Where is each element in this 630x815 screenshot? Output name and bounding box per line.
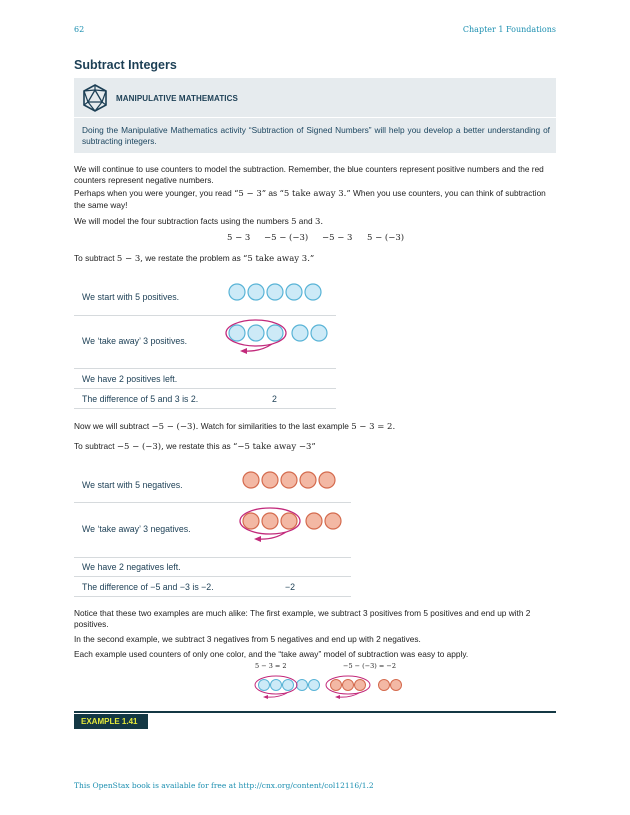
polyhedron-icon — [82, 84, 108, 112]
positive-counter — [305, 284, 321, 300]
negative-counter — [355, 680, 366, 691]
paragraph-second-example: In the second example, we subtract 3 negatives from 5 negatives and end up with 2 negatives. — [74, 634, 421, 644]
text-span: Perhaps when you were younger, you read — [74, 188, 232, 198]
example-divider — [74, 711, 556, 713]
positive-counters-take-away — [226, 320, 327, 354]
negative-counter — [331, 680, 342, 691]
math-quote: “5 take away 3.” — [279, 189, 351, 199]
pos-row-take-away: We ‘take away’ 3 positives. — [82, 336, 188, 346]
divider — [74, 408, 336, 409]
negative-counter — [262, 472, 278, 488]
math-expression: 5 − 3, — [116, 254, 143, 264]
positive-counter — [283, 680, 294, 691]
positive-counter — [292, 325, 308, 341]
summary-figure — [250, 673, 410, 703]
positive-counter — [297, 680, 308, 691]
example-label: EXAMPLE 1.41 — [74, 714, 148, 729]
negative-counter — [319, 472, 335, 488]
manipulative-box — [74, 78, 556, 153]
math-expression: −5 − (−3), — [116, 442, 164, 452]
pos-row-start: We start with 5 positives. — [82, 292, 180, 302]
fact-2: −5 − (−3) — [264, 233, 309, 243]
math-quote: “5 take away 3.” — [243, 254, 315, 264]
footer-link[interactable]: This OpenStax book is available for free at http://cnx.org/content/col12116/1.2 — [74, 781, 374, 790]
negative-counter — [300, 472, 316, 488]
paragraph-restate-2 — [74, 441, 556, 453]
math-expression: 5 − 3 = 2. — [351, 422, 396, 432]
positive-counter — [311, 325, 327, 341]
neg-row-start: We start with 5 negatives. — [82, 480, 183, 490]
negative-counters-figure — [234, 466, 350, 548]
math-quote: “−5 take away −3” — [233, 442, 316, 452]
positive-counter — [267, 284, 283, 300]
arrow-head — [254, 536, 261, 542]
text-span: and — [298, 216, 313, 226]
negative-counter — [243, 472, 259, 488]
paragraph-four-facts — [74, 216, 556, 228]
paragraph-take-away — [74, 188, 556, 211]
math-number: 3. — [314, 217, 324, 227]
negative-counter — [379, 680, 390, 691]
paragraph-restate-1 — [74, 253, 556, 265]
divider — [74, 596, 351, 597]
text-span: we restate the problem as — [145, 253, 241, 263]
text-span: To subtract — [74, 441, 115, 451]
negative-counter — [262, 513, 278, 529]
positive-counter — [309, 680, 320, 691]
positive-counter — [271, 680, 282, 691]
page-number: 62 — [74, 25, 85, 34]
positive-counters-start — [229, 284, 321, 300]
divider — [74, 368, 336, 369]
arrow-head — [263, 695, 268, 699]
negative-counter — [281, 513, 297, 529]
positive-counter — [248, 325, 264, 341]
negative-counters-start — [243, 472, 335, 488]
paragraph-counters: We will continue to use counters to model the subtraction. Remember, the blue counters represent positive numbers and the red counters represent negative numbers. — [74, 164, 544, 185]
paragraph-alike: Notice that these two examples are much alike: The first example, we subtract 3 positives from 5 positives and end up with 2 positives. — [74, 608, 531, 629]
manipulative-text: Doing the Manipulative Mathematics activity “Subtraction of Signed Numbers” will help you develop a better understanding of subtracting integers. — [82, 125, 550, 146]
summary-negative — [326, 676, 402, 699]
summary-label-right: −5 − (−3) = −2 — [343, 662, 396, 670]
negative-counter — [343, 680, 354, 691]
chapter-title: Chapter 1 Foundations — [462, 25, 556, 34]
paragraph-one-color: Each example used counters of only one color, and the “take away” model of subtraction was easy to apply. — [74, 649, 469, 659]
math-expression: −5 − (−3). — [151, 422, 199, 432]
fact-1: 5 − 3 — [227, 233, 251, 243]
manipulative-title: MANIPULATIVE MATHEMATICS — [116, 94, 238, 103]
pos-result: 2 — [272, 394, 277, 404]
text-span: as — [268, 188, 278, 198]
negative-counters-take-away — [240, 508, 341, 542]
positive-counter — [248, 284, 264, 300]
neg-result: −2 — [285, 582, 296, 592]
negative-counter — [243, 513, 259, 529]
section-title: Subtract Integers — [74, 58, 177, 72]
math-quote: “5 − 3” — [234, 189, 267, 199]
arrow-head — [240, 348, 247, 354]
text-span: we restate this as — [166, 441, 231, 451]
fact-4: 5 − (−3) — [367, 233, 405, 243]
text-span: We will model the four subtraction facts using the numbers — [74, 216, 289, 226]
paragraph-negative-intro — [74, 421, 556, 433]
positive-counter — [286, 284, 302, 300]
text-span: Watch for similarities to the last example — [200, 421, 349, 431]
divider — [74, 557, 351, 558]
positive-counter — [259, 680, 270, 691]
summary-label-left: 5 − 3 = 2 — [255, 662, 287, 670]
arrow-head — [335, 695, 340, 699]
manipulative-header — [74, 78, 556, 118]
divider — [74, 388, 336, 389]
pos-row-difference: The difference of 5 and 3 is 2. — [82, 394, 199, 404]
negative-counter — [325, 513, 341, 529]
negative-counter — [306, 513, 322, 529]
positive-counter — [267, 325, 283, 341]
text-span: Now we will subtract — [74, 421, 150, 431]
positive-counter — [229, 325, 245, 341]
negative-counter — [391, 680, 402, 691]
summary-positive — [255, 676, 320, 699]
negative-counter — [281, 472, 297, 488]
positive-counter — [229, 284, 245, 300]
math-number: 5 — [291, 217, 297, 227]
neg-row-take-away: We ‘take away’ 3 negatives. — [82, 524, 191, 534]
neg-row-left: We have 2 negatives left. — [82, 562, 181, 572]
fact-3: −5 − 3 — [322, 233, 353, 243]
pos-row-left: We have 2 positives left. — [82, 374, 178, 384]
neg-row-difference: The difference of −5 and −3 is −2. — [82, 582, 214, 592]
positive-counters-figure — [220, 280, 336, 360]
divider — [74, 576, 351, 577]
text-span: To subtract — [74, 253, 115, 263]
text-span: When you use counters, you can think of subtraction the same way! — [74, 188, 546, 210]
